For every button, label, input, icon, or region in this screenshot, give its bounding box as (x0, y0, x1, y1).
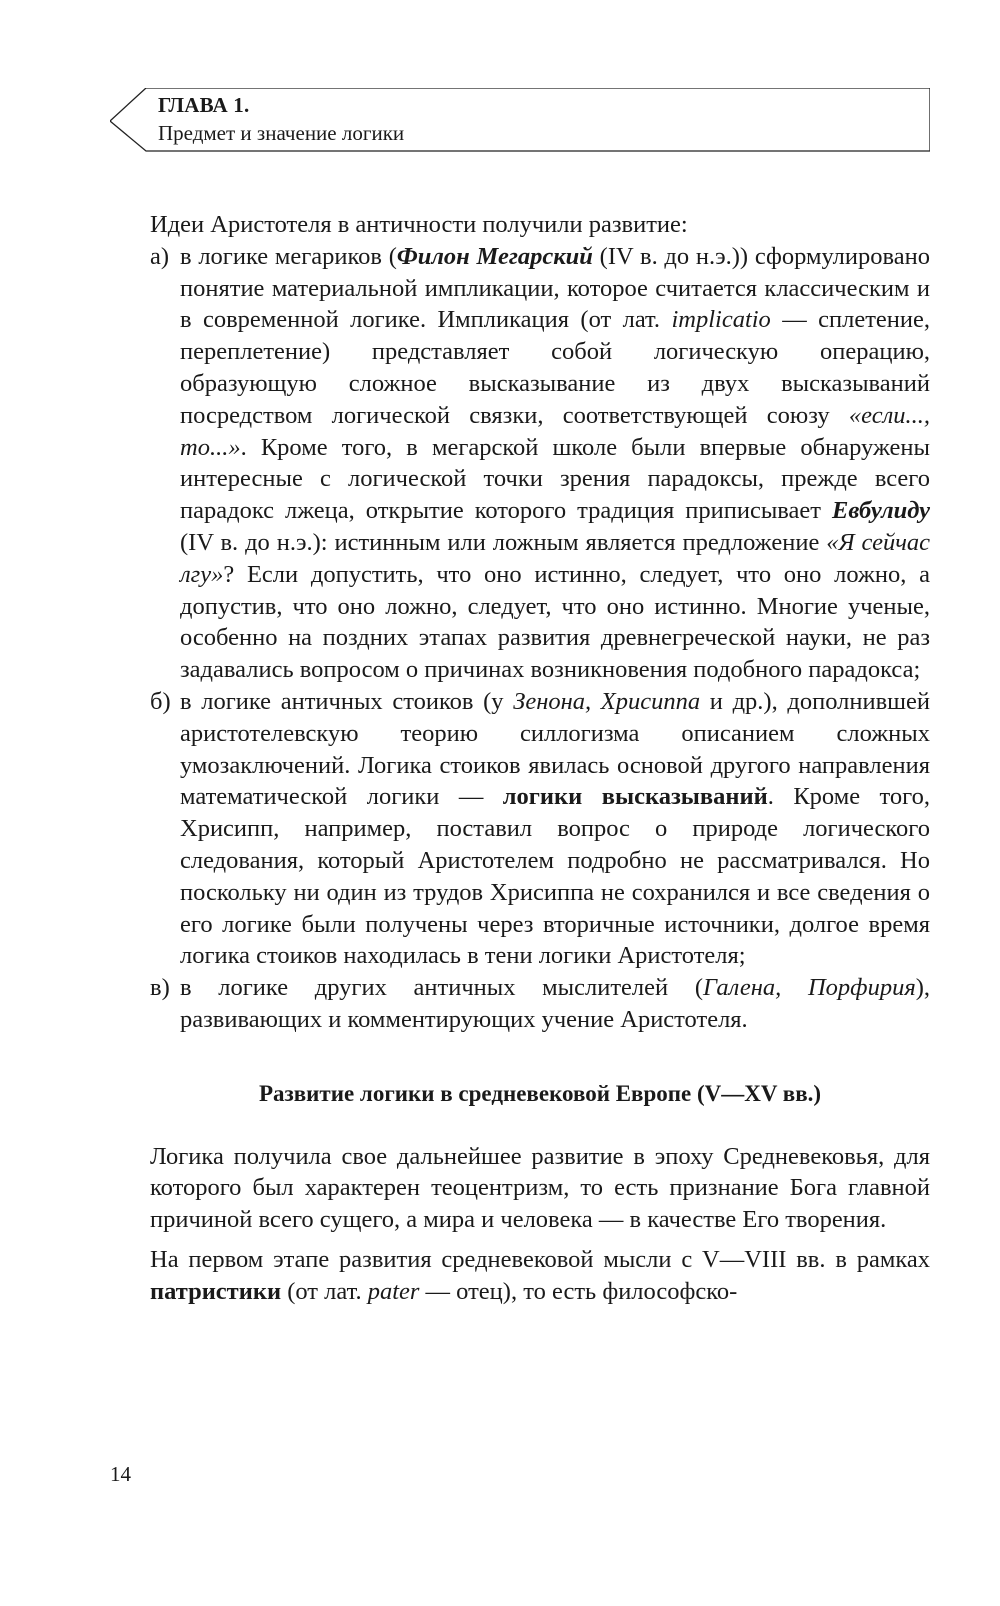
chapter-header (110, 88, 930, 158)
chapter-label: ГЛАВА 1. (158, 93, 250, 117)
text-run: На первом этапе развития средневековой мысли с V—VIII вв. в рамках (150, 1245, 930, 1273)
text-run: и др.), дополнившей аристотелевскую теорию силлогизма описанием сложных умозаключений. Логика стоиков явилась основой другого направления математической логики — (180, 687, 931, 811)
emphasis-i: implicatio (671, 306, 771, 334)
emphasis-bi: Филон Мегарский (396, 242, 593, 270)
text-run: ? Если допустить, что оно истинно, следует, что оно ложно, а допустив, что оно ложно, следует, что оно истинно. Многие ученые, особенно на поздних этапах развития древнегреческой науки, не раз задавались вопросом о причинах возникновения подобного парадокса; (180, 560, 930, 684)
list-item-text (180, 241, 930, 686)
paragraph (150, 1141, 930, 1236)
list-item (150, 972, 930, 1036)
list-item (150, 241, 930, 686)
list-item-text (180, 686, 930, 972)
emphasis-i: «если..., то...» (180, 401, 930, 461)
text-run: (IV в. до н.э.)) сформулировано понятие материальной импликации, которое считается классическим и в современной логике. Импликация (от лат. (180, 242, 931, 334)
text-run: (от лат. (281, 1277, 368, 1305)
text-run: Логика получила свое дальнейшее развитие в эпоху Средневековья, для которого был характерен теоцентризм, то есть признание Бога главной причиной всего сущего, а мира и человека — в качестве Его творения. (150, 1142, 930, 1234)
page-number: 14 (110, 1462, 131, 1486)
text-run: — сплетение, переплетение) представляет собой логическую операцию, образующую сложное высказывание из двух высказываний посредством логической связки, соответствующей союзу (180, 306, 930, 429)
text-run: . Кроме того, Хрисипп, например, поставил вопрос о природе логического следования, который Аристотелем подробно не рассматривался. Но поскольку ни один из трудов Хрисиппа не сохранился и все сведения о его логике были получены через вторичные источники, долгое время логика стоиков находилась в тени логики Аристотеля; (180, 783, 930, 970)
list-marker: б) (150, 687, 171, 715)
text-run: . Кроме того, в мегарской школе были впервые обнаружены интересные с логической точки зрения парадоксы, прежде всего парадокс лжеца, открытие которого традиция приписывает (180, 433, 930, 525)
paragraph (150, 1244, 930, 1308)
list-marker: а) (150, 242, 170, 270)
intro-line: Идеи Аристотеля в античности получили развитие: (150, 211, 688, 238)
list-marker: в) (150, 974, 170, 1002)
text-run: ), развивающих и комментирующих учение Аристотеля. (180, 974, 931, 1033)
text-run: в логике мегариков ( (180, 242, 397, 270)
list-item (150, 686, 930, 972)
emphasis-i: pater (367, 1277, 420, 1305)
text-run: в логике античных стоиков (у (180, 687, 514, 715)
section-heading: Развитие логики в средневековой Европе (V—XV вв.) (258, 1080, 822, 1106)
text-run: в логике других античных мыслителей ( (180, 974, 704, 1002)
emphasis-i: Галена, Порфирия (703, 974, 916, 1002)
emphasis-b: патристики (150, 1277, 282, 1305)
text-run: — отец), то есть философско- (419, 1277, 738, 1305)
text-run: (IV в. до н.э.): истинным или ложным является предложение (180, 528, 827, 556)
emphasis-i: «Я сейчас лгу» (180, 528, 931, 588)
emphasis-b: логики высказываний (502, 783, 768, 811)
chapter-title: Предмет и значение логики (158, 121, 405, 145)
emphasis-i: Зенона, Хрисиппа (513, 687, 701, 715)
emphasis-bi: Евбулиду (832, 497, 930, 525)
page-body (150, 209, 930, 1308)
list-item-text (180, 972, 930, 1036)
